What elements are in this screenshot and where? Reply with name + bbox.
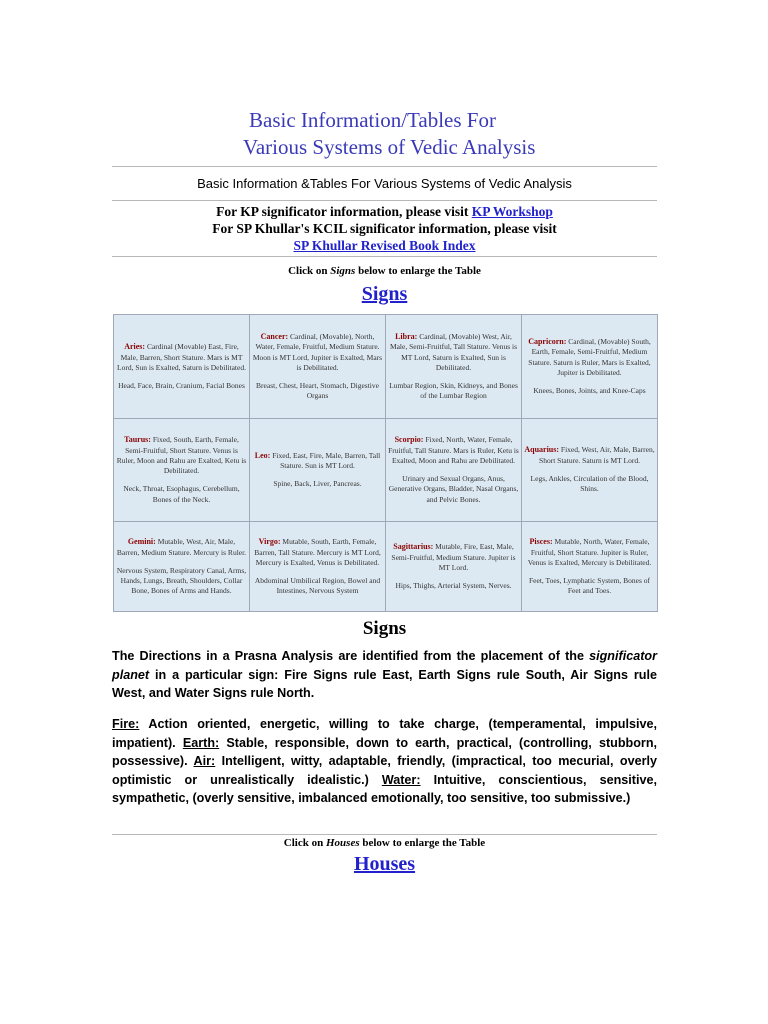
- sign-cell: [250, 522, 386, 612]
- sign-body-parts: Urinary and Sexual Organs, Anus, Generative Organs, Bladder, Nasal Organs, and Pelvic Bones.: [388, 474, 519, 504]
- directions-paragraph: [112, 647, 657, 703]
- kp-line: [112, 204, 657, 220]
- sign-description: Cardinal, (Movable), North, Water, Female, Fruitful, Medium Stature. Moon is MT Lord, Jupiter is Exalted, Mars is Debilitated.: [252, 331, 383, 372]
- subtitle: Basic Information &Tables For Various Systems of Vedic Analysis: [197, 176, 572, 191]
- fire-text: Action oriented, energetic, willing to take charge, (temperamental, impulsive, impatient).: [112, 717, 657, 750]
- sign-name: Scorpio:: [394, 435, 424, 445]
- sign-description: Fixed, South, Earth, Female, Semi-Fruitful, Short Stature. Venus is Ruler, Moon and Rahu are Exalted, Ketu is Debilitated.: [116, 435, 247, 476]
- click-houses-suffix: below to enlarge the Table: [359, 837, 486, 849]
- sign-cell: [386, 315, 522, 419]
- earth-text: Stable, responsible, down to earth, practical, (controlling, stubborn, possessive).: [112, 735, 658, 768]
- air-label: Air:: [193, 754, 216, 768]
- signs-table-row: [114, 522, 658, 612]
- directions-text-a: The Directions in a Prasna Analysis are identified from the placement of the: [112, 649, 590, 663]
- sign-name: Aries:: [124, 341, 146, 351]
- click-signs-note: [112, 265, 657, 277]
- sign-cell: [386, 522, 522, 612]
- sign-name: Pisces:: [529, 537, 553, 547]
- click-signs-em: Signs: [330, 265, 356, 277]
- sign-cell: [114, 418, 250, 522]
- divider: [112, 166, 657, 167]
- signs-table-row: [114, 315, 658, 419]
- page-title-line2: Various Systems of Vedic Analysis: [243, 135, 536, 159]
- divider: [112, 256, 657, 257]
- earth-label: Earth:: [182, 735, 220, 750]
- sign-cell: [522, 315, 658, 419]
- sign-name: Cancer:: [260, 331, 289, 341]
- kp-workshop-link[interactable]: KP Workshop: [471, 204, 553, 219]
- kp-line-text: For KP significator information, please visit: [216, 204, 472, 219]
- sign-cell: [386, 418, 522, 522]
- sign-description: Mutable, North, Water, Female, Fruitful, Short Stature. Jupiter is Ruler, Venus is Exalted, Mercury is Debilitated.: [527, 537, 652, 567]
- water-label: Water:: [381, 772, 421, 787]
- sign-body-parts: Nervous System, Respiratory Canal, Arms, Hands, Lungs, Breath, Shoulders, Collar Bone, Bones of Arms and Hands.: [116, 565, 247, 596]
- sign-name: Aquarius:: [524, 445, 560, 455]
- signs-table-row: [114, 418, 658, 522]
- sign-body-parts: Legs, Ankles, Circulation of the Blood, Shins.: [530, 474, 649, 494]
- sign-description: Fixed, East, Fire, Male, Barren, Tall Stature. Sun is MT Lord.: [272, 450, 381, 471]
- sign-name: Taurus:: [124, 435, 151, 445]
- signs-link[interactable]: Signs: [361, 283, 408, 305]
- sign-cell: [522, 418, 658, 522]
- sign-cell: [114, 315, 250, 419]
- directions-em: significator planet: [112, 649, 657, 682]
- sign-name: Leo:: [254, 450, 271, 460]
- sign-name: Capricorn:: [528, 336, 567, 346]
- divider: [112, 200, 657, 201]
- click-signs-suffix: below to enlarge the Table: [355, 265, 481, 277]
- click-signs-prefix: Click on: [288, 265, 331, 277]
- elements-paragraph: [112, 715, 657, 808]
- sign-description: Cardinal, (Movable) South, Earth, Female, Semi-Fruitful, Medium Stature. Saturn is Ruler, Mars is Exalted, Jupiter is Debilitated.: [528, 336, 651, 377]
- sign-name: Libra:: [395, 331, 418, 341]
- sign-name: Virgo:: [258, 537, 281, 547]
- sign-description: Cardinal, (Movable) West, Air, Male, Semi-Fruitful, Tall Stature. Venus is MT Lord, Saturn is Exalted, Sun is Debilitated.: [389, 331, 518, 372]
- sign-body-parts: Head, Face, Brain, Cranium, Facial Bones: [118, 380, 245, 390]
- sign-body-parts: Breast, Chest, Heart, Stomach, Digestive Organs: [256, 380, 379, 400]
- sign-body-parts: Neck, Throat, Esophagus, Cerebellum, Bones of the Neck.: [123, 484, 240, 504]
- sign-body-parts: Knees, Bones, Joints, and Knee-Caps: [533, 385, 646, 395]
- sign-body-parts: Hips, Thighs, Arterial System, Nerves.: [395, 581, 512, 591]
- directions-text-b: in a particular sign: Fire Signs rule East, Earth Signs rule South, Air Signs rule West, and Water Signs rule North.: [112, 667, 657, 700]
- sign-name: Gemini:: [127, 537, 156, 547]
- sign-description: Mutable, West, Air, Male, Barren, Medium Stature. Mercury is Ruler.: [116, 537, 247, 557]
- water-text: Intuitive, conscientious, sensitive, sympathetic, (overly sensitive, imbalanced emotionally, too sensitive, too submissive.): [112, 772, 657, 805]
- click-houses-note: [112, 837, 657, 849]
- khullar-line: For SP Khullar's KCIL significator information, please visit: [212, 221, 557, 236]
- sign-description: Mutable, Fire, East, Male, Semi-Fruitful, Medium Stature. Jupiter is MT Lord.: [391, 542, 516, 573]
- sign-description: Mutable, South, Earth, Female, Barren, Tall Stature. Mercury is MT Lord, Mercury is Exalted, Venus is Debilitated.: [254, 537, 381, 567]
- page-title-line1: Basic Information/Tables For: [249, 108, 496, 132]
- sign-body-parts: Lumbar Region, Skin, Kidneys, and Bones of the Lumbar Region: [389, 380, 518, 400]
- sign-body-parts: Feet, Toes, Lymphatic System, Bones of Feet and Toes.: [529, 576, 650, 596]
- sign-body-parts: Abdominal Umbilical Region, Bowel and Intestines, Nervous System: [254, 576, 381, 596]
- sign-description: Cardinal (Movable) East, Fire, Male, Barren, Short Stature. Mars is MT Lord, Sun is Exalted, Saturn is Debilitated.: [117, 341, 246, 372]
- sign-cell: [522, 522, 658, 612]
- fire-label: Fire:: [112, 717, 140, 731]
- houses-link[interactable]: Houses: [353, 853, 416, 875]
- click-houses-prefix: Click on: [283, 837, 326, 849]
- sign-cell: [114, 522, 250, 612]
- sign-body-parts: Spine, Back, Liver, Pancreas.: [273, 479, 362, 489]
- signs-table[interactable]: [113, 314, 658, 612]
- sign-cell: [250, 418, 386, 522]
- khullar-book-index-link[interactable]: SP Khullar Revised Book Index: [293, 238, 476, 253]
- click-houses-em: Houses: [325, 837, 360, 849]
- sign-cell: [250, 315, 386, 419]
- signs-heading: Signs: [362, 618, 407, 639]
- sign-description: Fixed, West, Air, Male, Barren, Short Stature. Saturn is MT Lord.: [539, 445, 655, 466]
- air-text: Intelligent, witty, adaptable, friendly, (impractical, too mecurial, overly optimistic or unrealistically idealistic.): [112, 754, 657, 787]
- sign-name: Sagittarius:: [393, 542, 434, 552]
- sign-description: Fixed, North, Water, Female, Fruitful, Tall Stature. Mars is Ruler, Ketu is Exalted, Moon and Rahu are Debilitated.: [388, 435, 519, 466]
- khullar-link-line: [112, 238, 657, 254]
- divider: [112, 834, 657, 835]
